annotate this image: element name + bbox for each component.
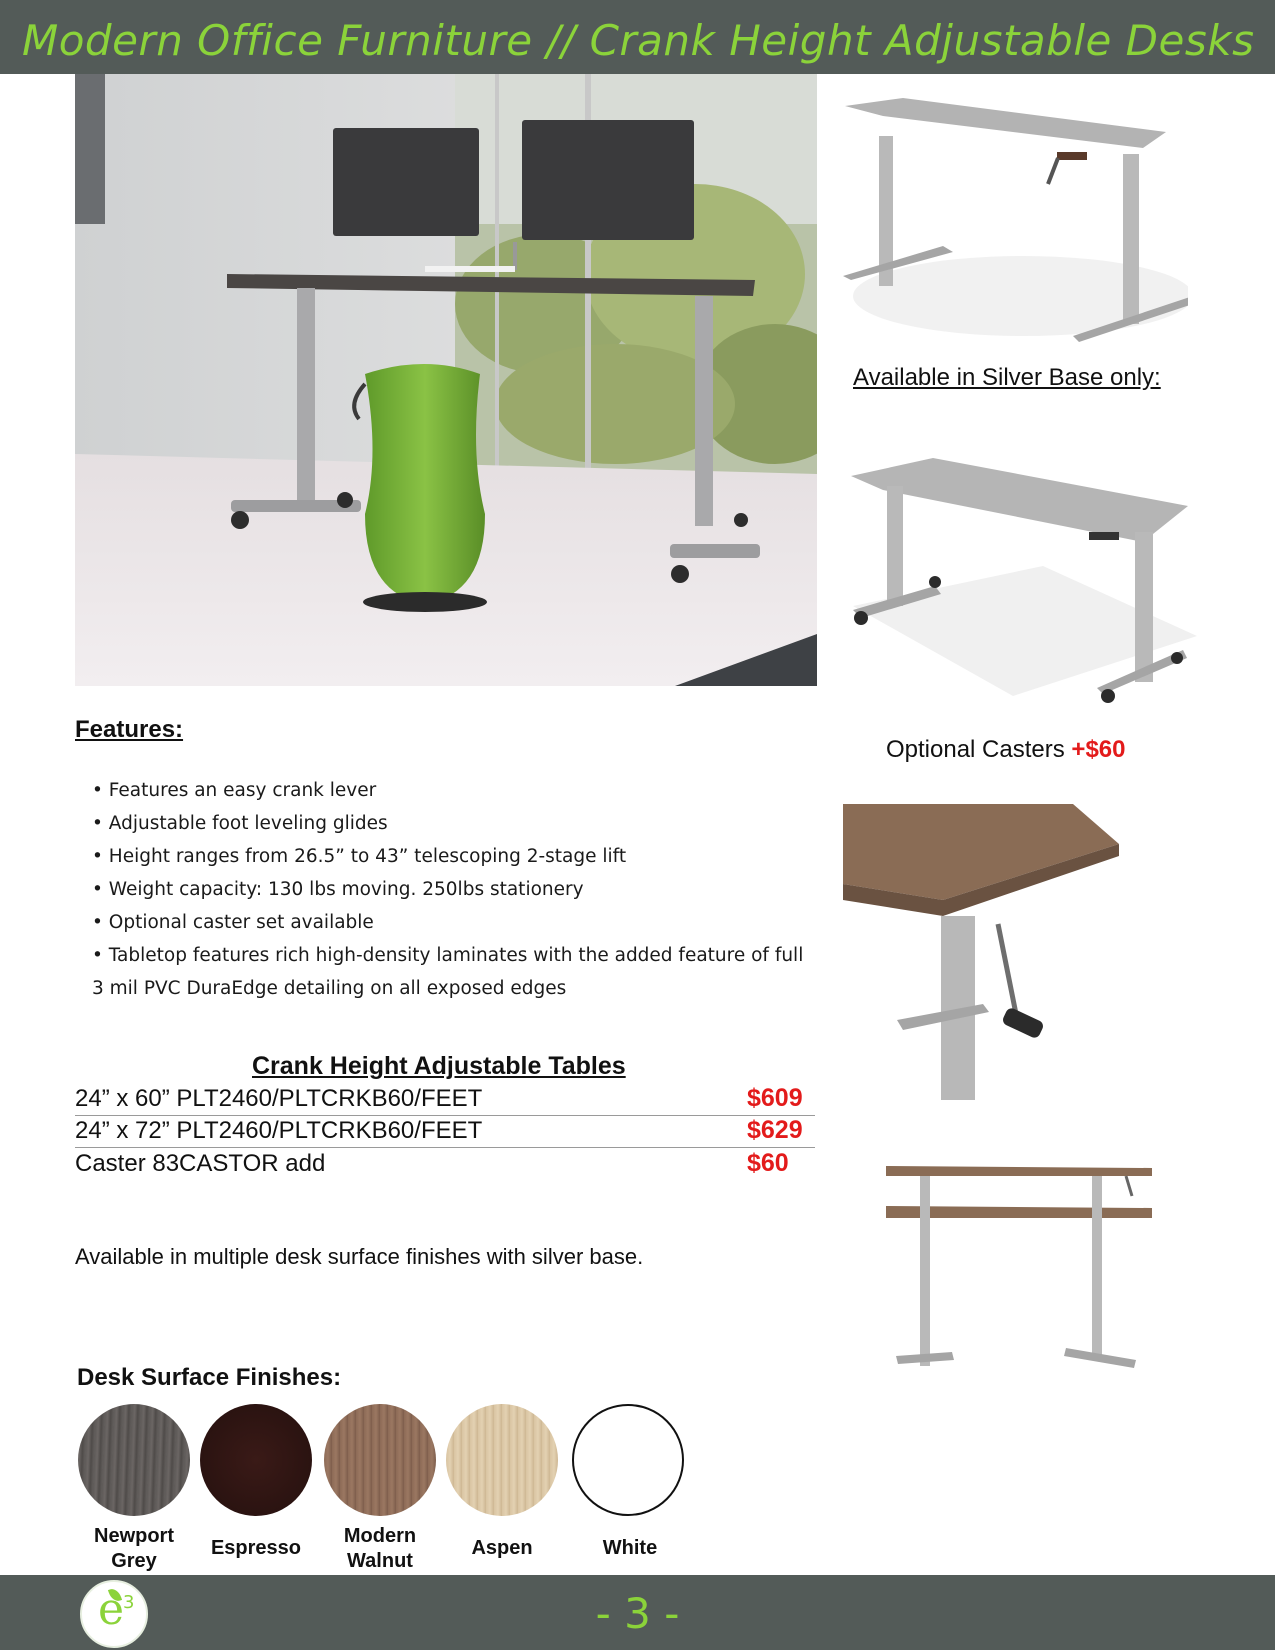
finishes-heading: Desk Surface Finishes: (77, 1364, 342, 1391)
price-row-price: $629 (747, 1116, 803, 1144)
shelf-desk-photo (876, 1156, 1166, 1396)
feature-item: • Weight capacity: 130 lbs moving. 250lbs stationery (92, 879, 584, 900)
price-row (75, 1148, 815, 1180)
feature-item: • Adjustable foot leveling glides (92, 813, 388, 834)
swatch-label-aspen: Aspen (471, 1537, 533, 1559)
swatch-modern-walnut (324, 1404, 436, 1516)
swatch-label-white: White (602, 1537, 658, 1559)
page-number: - 3 - (595, 1589, 680, 1638)
casters-label: Optional Casters (886, 736, 1065, 763)
header-bar (0, 0, 1275, 74)
silver-base-note: Available in Silver Base only: (853, 364, 1161, 391)
swatch-label-newport-grey: Newport Grey (94, 1525, 174, 1572)
price-row-price: $609 (747, 1084, 803, 1112)
swatch-aspen (446, 1404, 558, 1516)
feature-item: • Optional caster set available (92, 912, 374, 933)
pricing-heading: Crank Height Adjustable Tables (252, 1052, 626, 1080)
casters-price: +$60 (1071, 736, 1126, 763)
swatch-label-espresso: Espresso (210, 1537, 302, 1559)
price-row-price: $60 (747, 1149, 789, 1177)
feature-item: • Features an easy crank lever (92, 780, 377, 801)
price-row-desc: 24” x 60” PLT2460/PLTCRKB60/FEET (75, 1085, 483, 1112)
price-row (75, 1115, 815, 1148)
finishes-availability-note: Available in multiple desk surface finishes with silver base. (75, 1244, 644, 1269)
swatch-espresso (200, 1404, 312, 1516)
swatch-white (572, 1404, 684, 1516)
desk-base-photo (843, 96, 1188, 348)
swatch-newport-grey (78, 1404, 190, 1516)
caster-base-photo (843, 436, 1197, 726)
crank-detail-photo (843, 804, 1119, 1100)
hero-desk-photo (75, 74, 817, 686)
features-list (92, 774, 812, 1005)
optional-casters-note (886, 736, 1125, 764)
price-row (75, 1083, 815, 1116)
feature-item: • Tabletop features rich high-density laminates with the added feature of full 3 mil PVC DuraEdge detailing on all exposed edges (92, 945, 804, 999)
swatch-label-modern-walnut: Modern Walnut (343, 1525, 417, 1572)
page-title: Modern Office Furniture // Crank Height Adjustable Desks (22, 16, 1255, 65)
footer-bar (0, 1575, 1275, 1650)
feature-item: • Height ranges from 26.5” to 43” telescoping 2-stage lift (92, 846, 627, 867)
e3-logo: e 3 (80, 1580, 148, 1648)
price-row-desc: Caster 83CASTOR add (75, 1150, 326, 1177)
features-heading: Features: (75, 716, 184, 743)
price-row-desc: 24” x 72” PLT2460/PLTCRKB60/FEET (75, 1117, 483, 1144)
